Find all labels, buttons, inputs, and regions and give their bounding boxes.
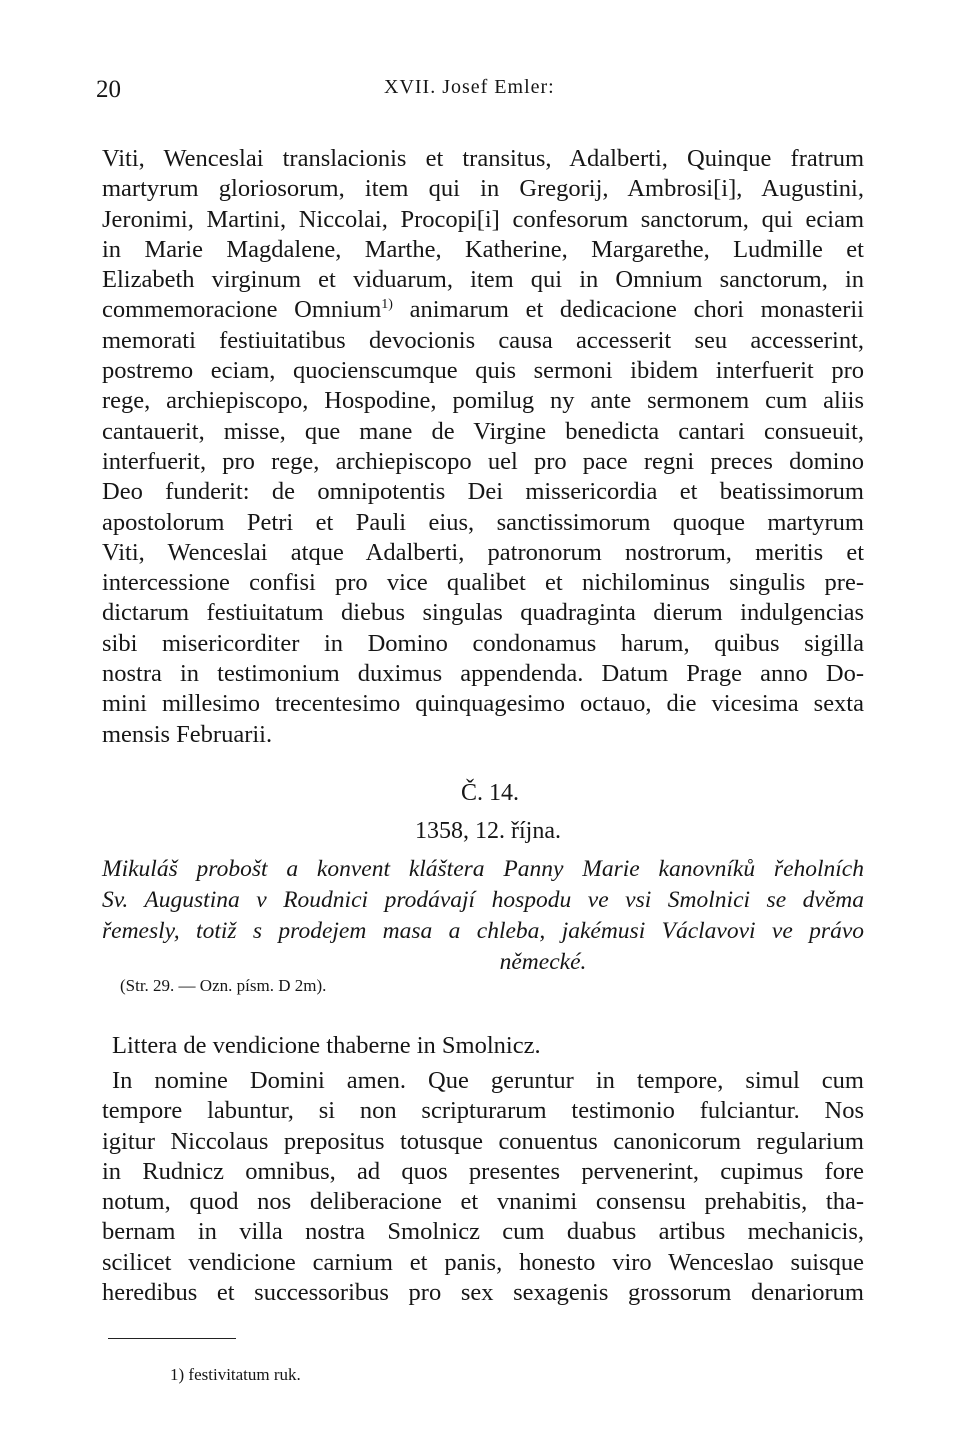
document-heading: Littera de vendicione thaberne in Smolnicz. xyxy=(112,1031,541,1059)
text-line: martyrum gloriosorum, item qui in Gregorij, Ambrosi[i], Augustini, xyxy=(102,175,864,203)
text-line: Elizabeth virginum et viduarum, item qui in Omnium sanctorum, in xyxy=(102,266,864,294)
footnote-reference: 1) xyxy=(381,297,393,313)
text-segment: commemoracione Omnium xyxy=(102,296,382,324)
text-line: nostra in testimonium duximus appendenda. Datum Prage anno Do- xyxy=(102,660,864,688)
preceding-charter-text xyxy=(102,144,864,750)
running-head-title: XVII. Josef Emler: xyxy=(384,76,555,98)
text-line: intercessione confisi pro vice qualibet et nichilominus singulis pre- xyxy=(102,569,864,597)
text-line: in Marie Magdalene, Marthe, Katherine, Margarethe, Ludmille et xyxy=(102,235,864,263)
text-line: igitur Niccolaus prepositus totusque conuentus canonicorum regularium xyxy=(102,1127,864,1155)
text-line: Viti, Wenceslai translacionis et transitus, Adalberti, Quinque fratrum xyxy=(102,145,864,172)
text-line: Deo funderit: de omnipotentis Dei missericordia et beatissimorum xyxy=(102,478,864,506)
document-number: Č. 14. xyxy=(460,779,519,806)
charter-text xyxy=(102,1066,864,1308)
text-line: mini millesimo trecentesimo quinquagesimo octauo, die vicesima sexta xyxy=(102,690,864,718)
text-line: interfuerit, pro rege, archiepiscopo uel pro pace regni preces domino xyxy=(102,447,864,475)
book-page xyxy=(96,74,864,1385)
text-line: scilicet vendicione carnium et panis, honesto viro Wenceslao suisque xyxy=(102,1248,864,1276)
text-line: mensis Februarii. xyxy=(102,720,273,748)
text-line: dictarum festiuitatum diebus singulas quadraginta dierum indulgencias xyxy=(102,599,864,627)
source-note: (Str. 29. — Ozn. písm. D 2m). xyxy=(120,975,327,995)
document-regest xyxy=(102,854,864,978)
regest-line: řemesly, totiž s prodejem masa a chleba, jakémusi Václavovi ve právo xyxy=(102,917,864,944)
running-head xyxy=(96,74,864,108)
footnote-marker: 1) xyxy=(170,1365,185,1385)
text-line: cantauerit, misse, que mane de Virgine benedicta cantari consueuit, xyxy=(102,417,864,445)
page-number: 20 xyxy=(96,76,121,103)
text-line: sibi misericorditer in Domino condonamus harum, quibus sigilla xyxy=(102,629,864,657)
text-line: rege, archiepiscopo, Hospodine, pomilug ny ante sermonem cum aliis xyxy=(102,387,864,415)
text-line: bernam in villa nostra Smolnicz cum duabus artibus mechanicis, xyxy=(102,1218,864,1246)
text-line: heredibus et successoribus pro sex sexagenis grossorum denariorum xyxy=(102,1279,864,1307)
regest-line: Sv. Augustina v Roudnici prodávají hospodu ve vsi Smolnici se dvěma xyxy=(102,886,864,913)
text-segment: animarum et dedicacione chori monasterii xyxy=(392,296,864,324)
footnote xyxy=(102,1365,864,1385)
text-line: postremo eciam, quocienscumque quis sermoni ibidem interfuerit pro xyxy=(102,357,864,385)
text-line: Jeronimi, Martini, Niccolai, Procopi[i] confesorum sanctorum, qui eciam xyxy=(102,205,864,233)
text-line: In nomine Domini amen. Que geruntur in tempore, simul cum xyxy=(112,1066,864,1094)
footnote-divider xyxy=(108,1338,236,1339)
footnote-text: festivitatum ruk. xyxy=(188,1365,301,1385)
text-line: memorati festiuitatibus devocionis causa accesserit seu accesserint, xyxy=(102,326,864,354)
regest-line: Mikuláš probošt a konvent kláštera Panny Marie kanovníků řeholních xyxy=(102,855,864,882)
text-line: in Rudnicz omnibus, ad quos presentes pervenerint, cupimus fore xyxy=(102,1157,864,1185)
document-date: 1358, 12. října. xyxy=(415,817,561,844)
text-line-with-footnote xyxy=(102,295,864,325)
text-line: Viti, Wenceslai atque Adalberti, patronorum nostrorum, meritis et xyxy=(102,538,864,566)
text-line: notum, quod nos deliberacione et vnanimi consensu prehabitis, tha- xyxy=(102,1188,864,1216)
text-line: apostolorum Petri et Pauli eius, sanctissimorum quoque martyrum xyxy=(102,508,864,536)
regest-line: německé. xyxy=(499,948,587,975)
text-line: tempore labuntur, si non scripturarum testimonio fulciantur. Nos xyxy=(102,1097,864,1125)
